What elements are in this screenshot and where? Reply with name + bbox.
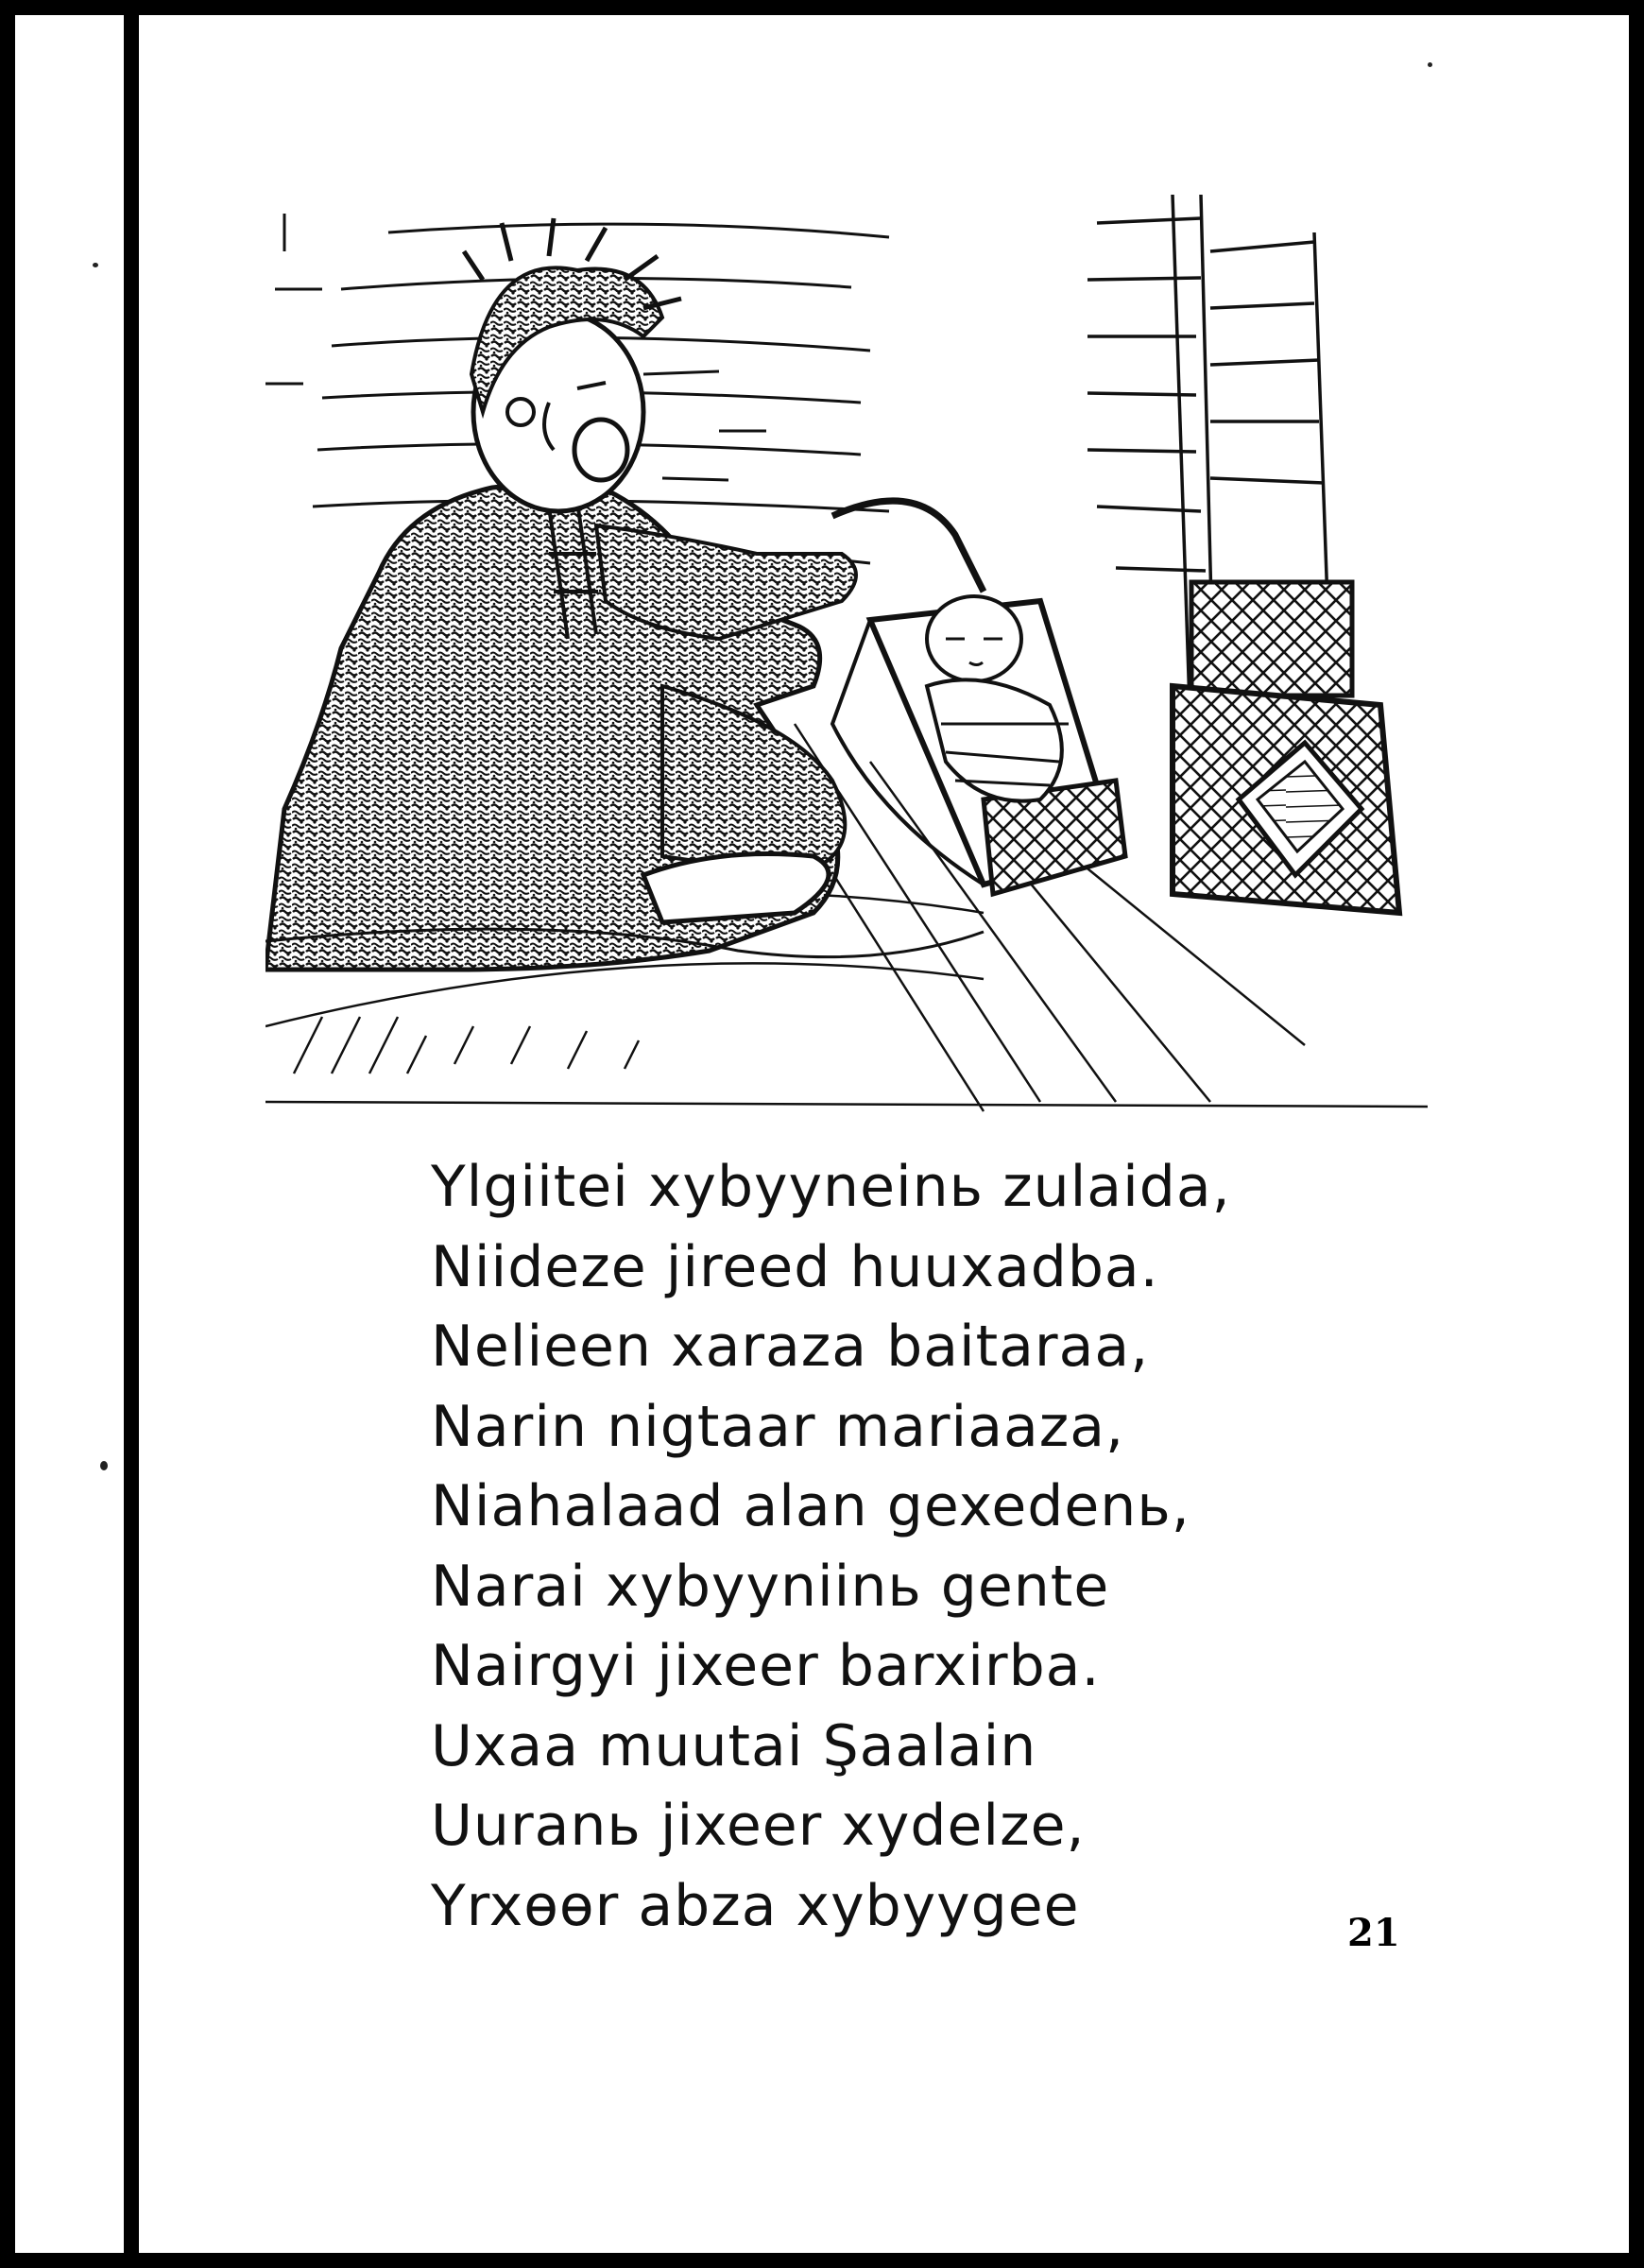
print-speck	[1428, 62, 1432, 67]
poem-line: Yrxөөr abza xybyygee	[431, 1872, 1080, 1939]
page-number: 21	[1347, 1911, 1400, 1955]
binding-edge	[124, 15, 139, 2268]
baskets	[1173, 582, 1399, 913]
poem-line: Narin nigtaar mariaaza,	[431, 1393, 1125, 1460]
poem-line: Ylgiitei xybyyneinь zulaida,	[431, 1154, 1231, 1220]
poem-line: Narai xybyyniinь gente	[431, 1553, 1110, 1620]
poem-line: Uuranь jixeer xydelze,	[431, 1793, 1086, 1859]
poem-line: Uxaa muutai Şaalain	[431, 1712, 1037, 1779]
woodcut-illustration	[265, 195, 1428, 1130]
poem-line: Nelieen xaraza baitaraa,	[431, 1314, 1150, 1380]
poem-line: Niahalaad alan gexedenь,	[431, 1473, 1190, 1539]
poem-text	[431, 1147, 1470, 1946]
poem-line: Nairgyi jixeer barxirba.	[431, 1633, 1101, 1699]
cradle	[832, 501, 1125, 894]
print-speck	[93, 263, 98, 267]
poem-line: Niideze jireed huuxadba.	[431, 1233, 1159, 1300]
print-speck	[100, 1461, 108, 1470]
